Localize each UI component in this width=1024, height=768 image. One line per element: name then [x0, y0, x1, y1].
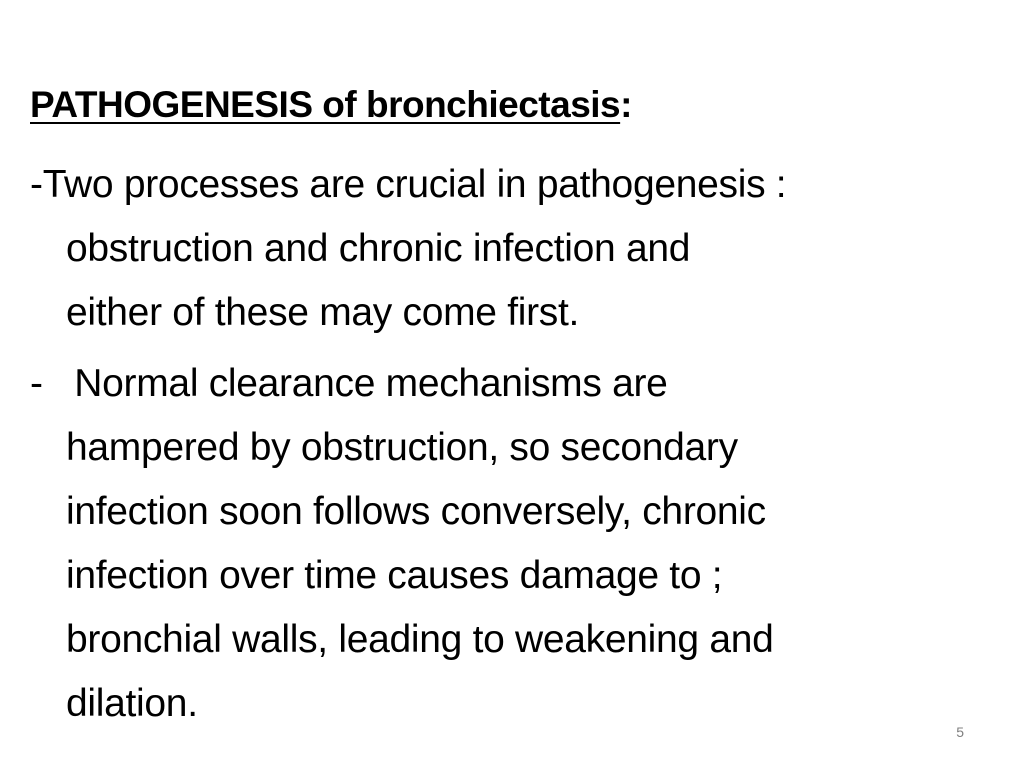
bullet-line — [30, 153, 786, 217]
page-number: 5 — [956, 724, 964, 740]
bullet-line: hampered by obstruction, so secondary — [66, 426, 738, 469]
bullet-line — [30, 352, 774, 416]
bullet-line: infection over time causes damage to ; — [66, 554, 723, 597]
bullet-line: either of these may come first. — [66, 291, 580, 334]
bullet-line: dilation. — [66, 682, 198, 725]
heading-title: PATHOGENESIS of bronchiectasis — [30, 84, 621, 125]
bullet-line: bronchial walls, leading to weakening and — [66, 618, 774, 661]
bullet-line: obstruction and chronic infection and — [66, 227, 691, 270]
bullet-item — [30, 352, 774, 736]
bullet-item — [30, 153, 786, 345]
bullet-text: Two processes are crucial in pathogenesis : — [42, 163, 787, 206]
heading-colon: : — [620, 84, 632, 125]
bullet-line: infection soon follows conversely, chronic — [66, 490, 766, 533]
bullet-dash: - — [30, 163, 43, 206]
bullet-dash: - — [30, 362, 75, 405]
slide-heading — [30, 80, 632, 130]
bullet-text: Normal clearance mechanisms are — [74, 362, 668, 405]
